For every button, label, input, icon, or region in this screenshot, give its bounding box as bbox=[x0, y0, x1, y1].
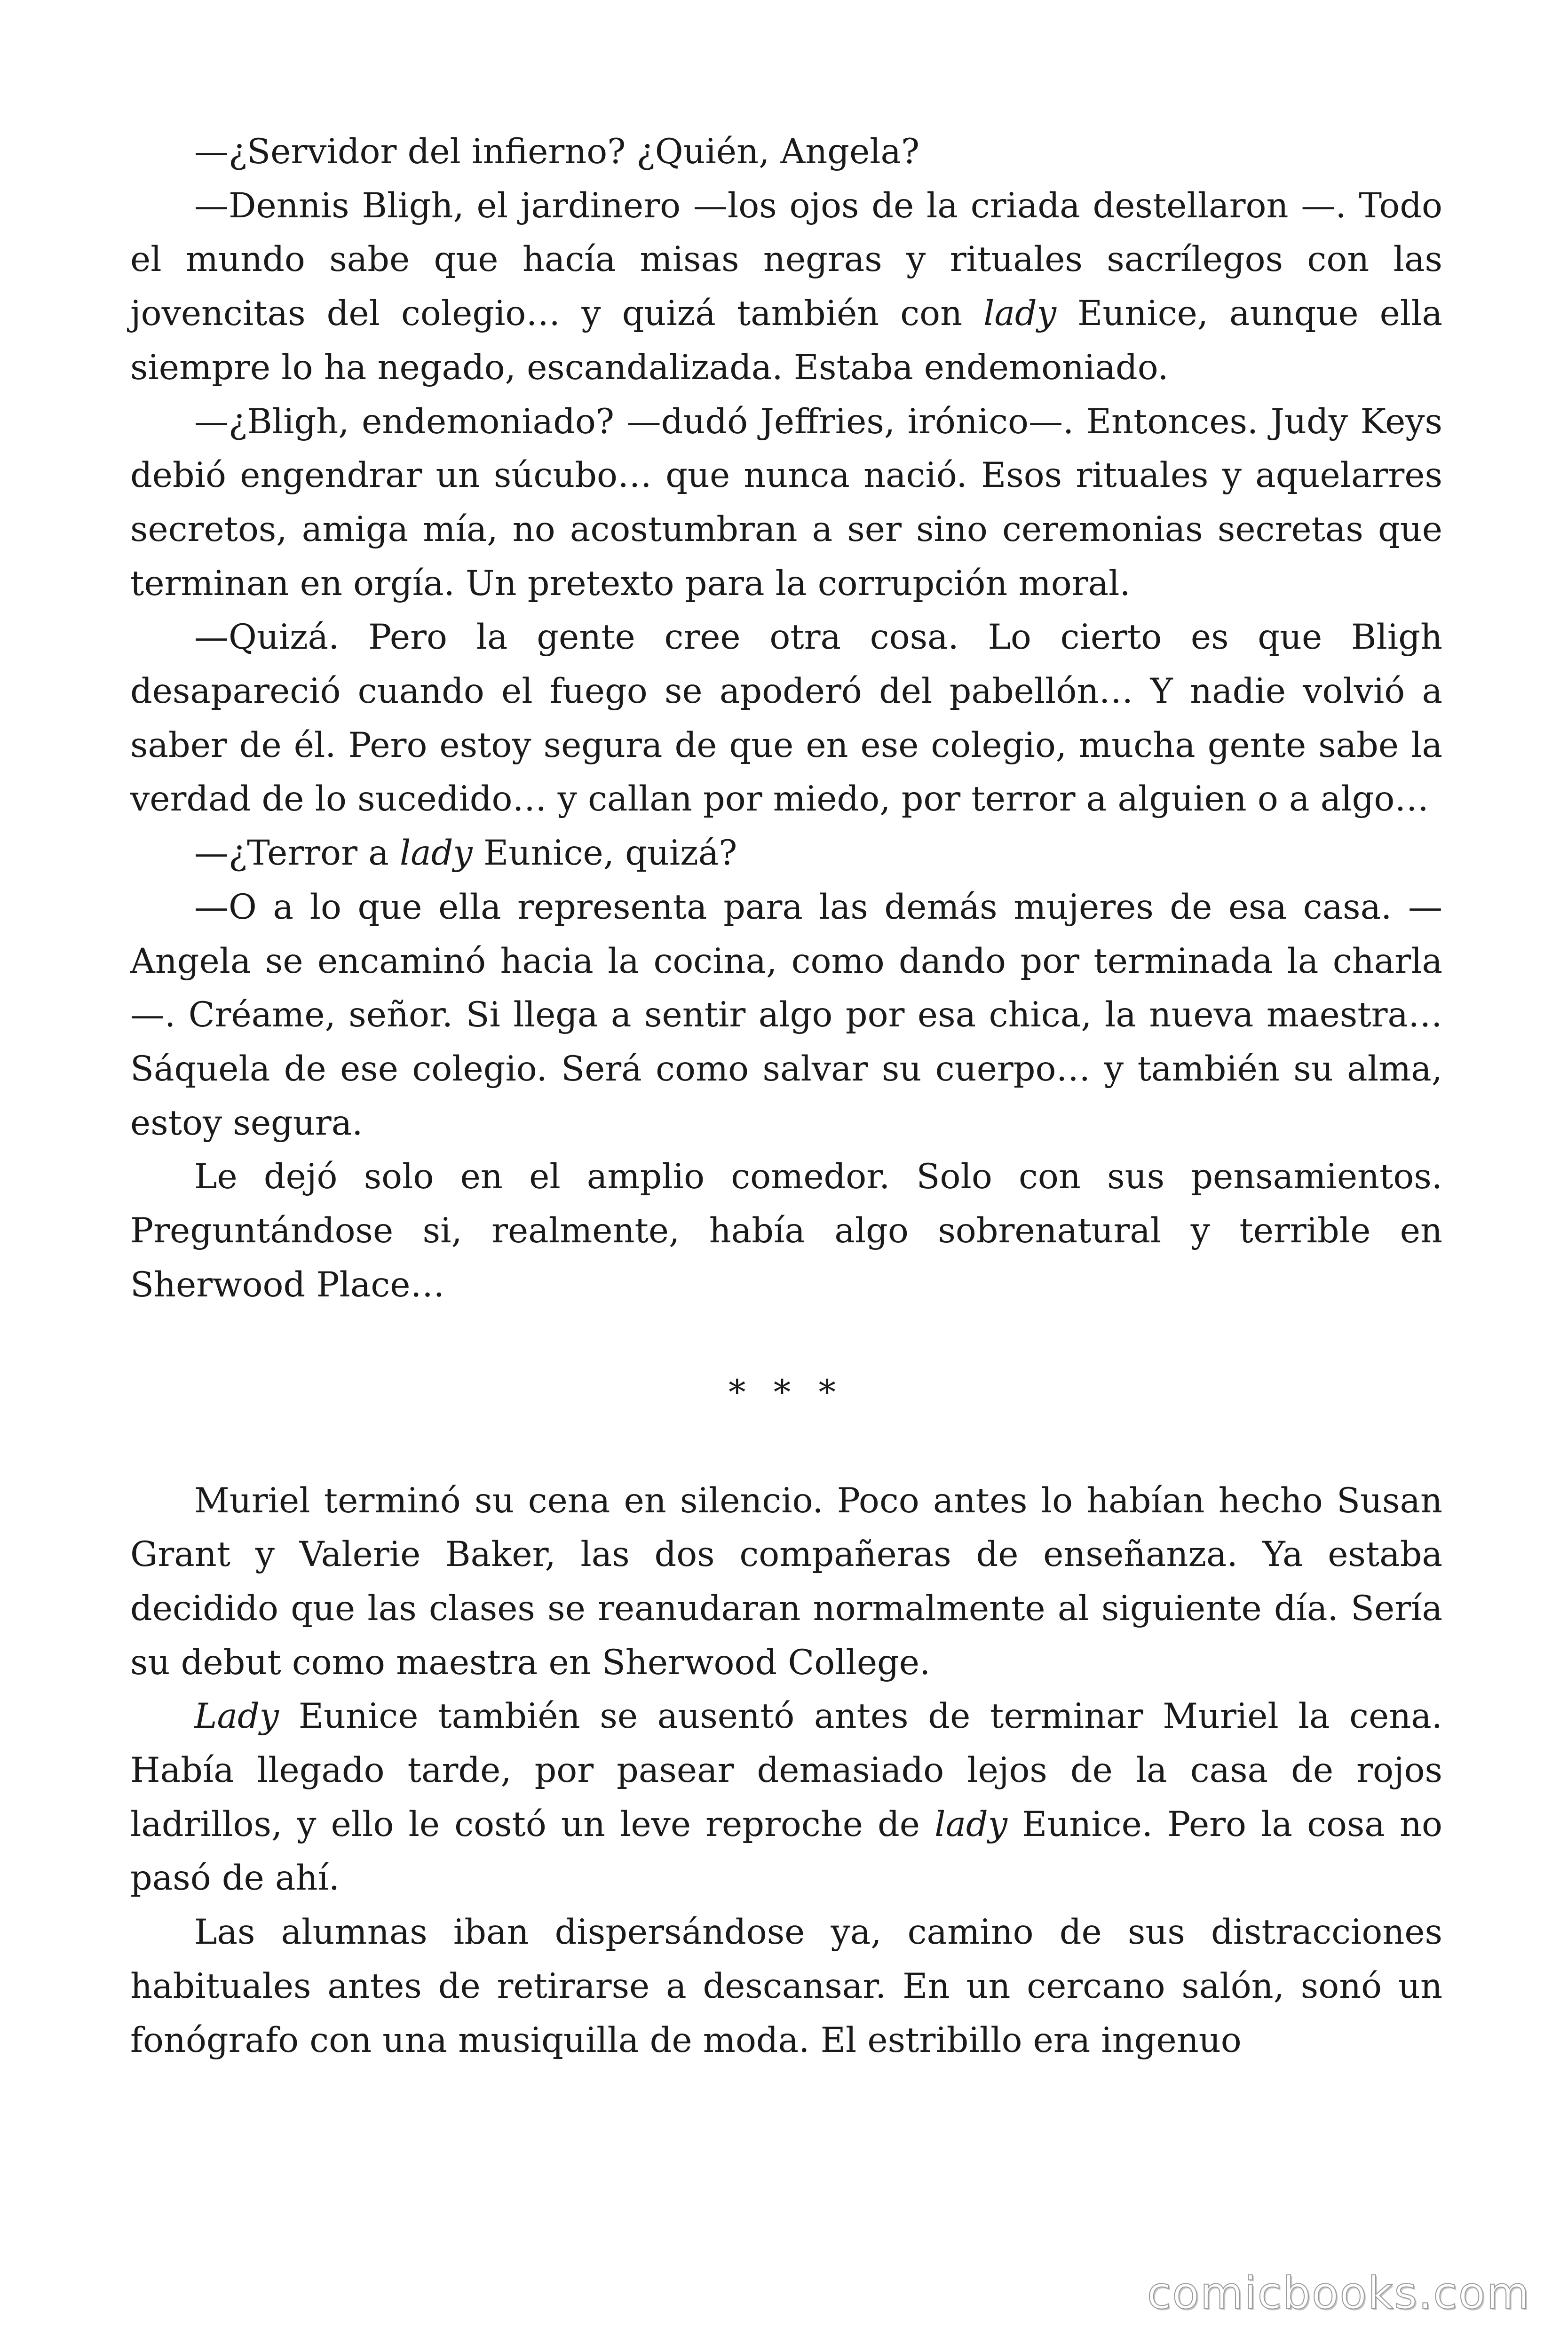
paragraph-10: Las alumnas iban dispersándose ya, camino de sus distracciones habituales antes de retirarse a descansar. En un cercano salón, sonó un fonógrafo con una musiquilla de moda. El estribillo era ingenuo bbox=[130, 1912, 1442, 2060]
spacer bbox=[130, 1312, 1442, 1366]
book-page bbox=[130, 125, 1442, 2067]
watermark: comicbooks.com bbox=[1147, 2268, 1530, 2319]
paragraph-8: Muriel terminó su cena en silencio. Poco antes lo habían hecho Susan Grant y Valerie Baker, las dos compañeras de enseñanza. Ya estaba decidido que las clases se reanudaran normalmente al siguiente día. Sería su debut como maestra en Sherwood College. bbox=[130, 1480, 1442, 1683]
paragraph-7: Le dejó solo en el amplio comedor. Solo con sus pensamientos. Preguntándose si, realmente, había algo sobrenatural y terrible en Sherwood Place… bbox=[130, 1157, 1442, 1305]
paragraph-9: Lady Eunice también se ausentó antes de terminar Muriel la cena. Había llegado tarde, por pasear demasiado lejos de la casa de rojos ladrillos, y ello le costó un leve reproche de lady Eunice. Pero la cosa no pasó de ahí. bbox=[130, 1696, 1442, 1899]
paragraph-2: —Dennis Bligh, el jardinero —los ojos de la criada destellaron —. Todo el mundo sabe que hacía misas negras y rituales sacrílegos con las jovencitas del colegio… y quizá también con lady Eunice, aunque ella siempre lo ha negado, escandalizada. Estaba endemoniado. bbox=[130, 185, 1442, 388]
section-separator: * * * bbox=[729, 1373, 844, 1413]
paragraph-4: —Quizá. Pero la gente cree otra cosa. Lo cierto es que Bligh desapareció cuando el fuego se apoderó del pabellón… Y nadie volvió a saber de él. Pero estoy segura de que en ese colegio, mucha gente sabe la verdad de lo sucedido… y callan por miedo, por terror a alguien o a algo… bbox=[130, 617, 1442, 819]
paragraph-3: —¿Bligh, endemoniado? —dudó Jeffries, irónico—. Entonces. Judy Keys debió engendrar un súcubo… que nunca nació. Esos rituales y aquelarres secretos, amiga mía, no acostumbran a ser sino ceremonias secretas que terminan en orgía. Un pretexto para la corrupción moral. bbox=[130, 401, 1442, 604]
paragraph-5: —¿Terror a lady Eunice, quizá? bbox=[194, 833, 737, 874]
paragraph-6: —O a lo que ella representa para las demás mujeres de esa casa. —Angela se encaminó hacia la cocina, como dando por terminada la charla—. Créame, señor. Si llega a sentir algo por esa chica, la nueva maestra… Sáquela de ese colegio. Será como salvar su cuerpo… y también su alma, estoy segura. bbox=[130, 887, 1442, 1143]
spacer bbox=[130, 1420, 1442, 1474]
paragraph-1: —¿Servidor del infierno? ¿Quién, Angela? bbox=[194, 132, 920, 172]
